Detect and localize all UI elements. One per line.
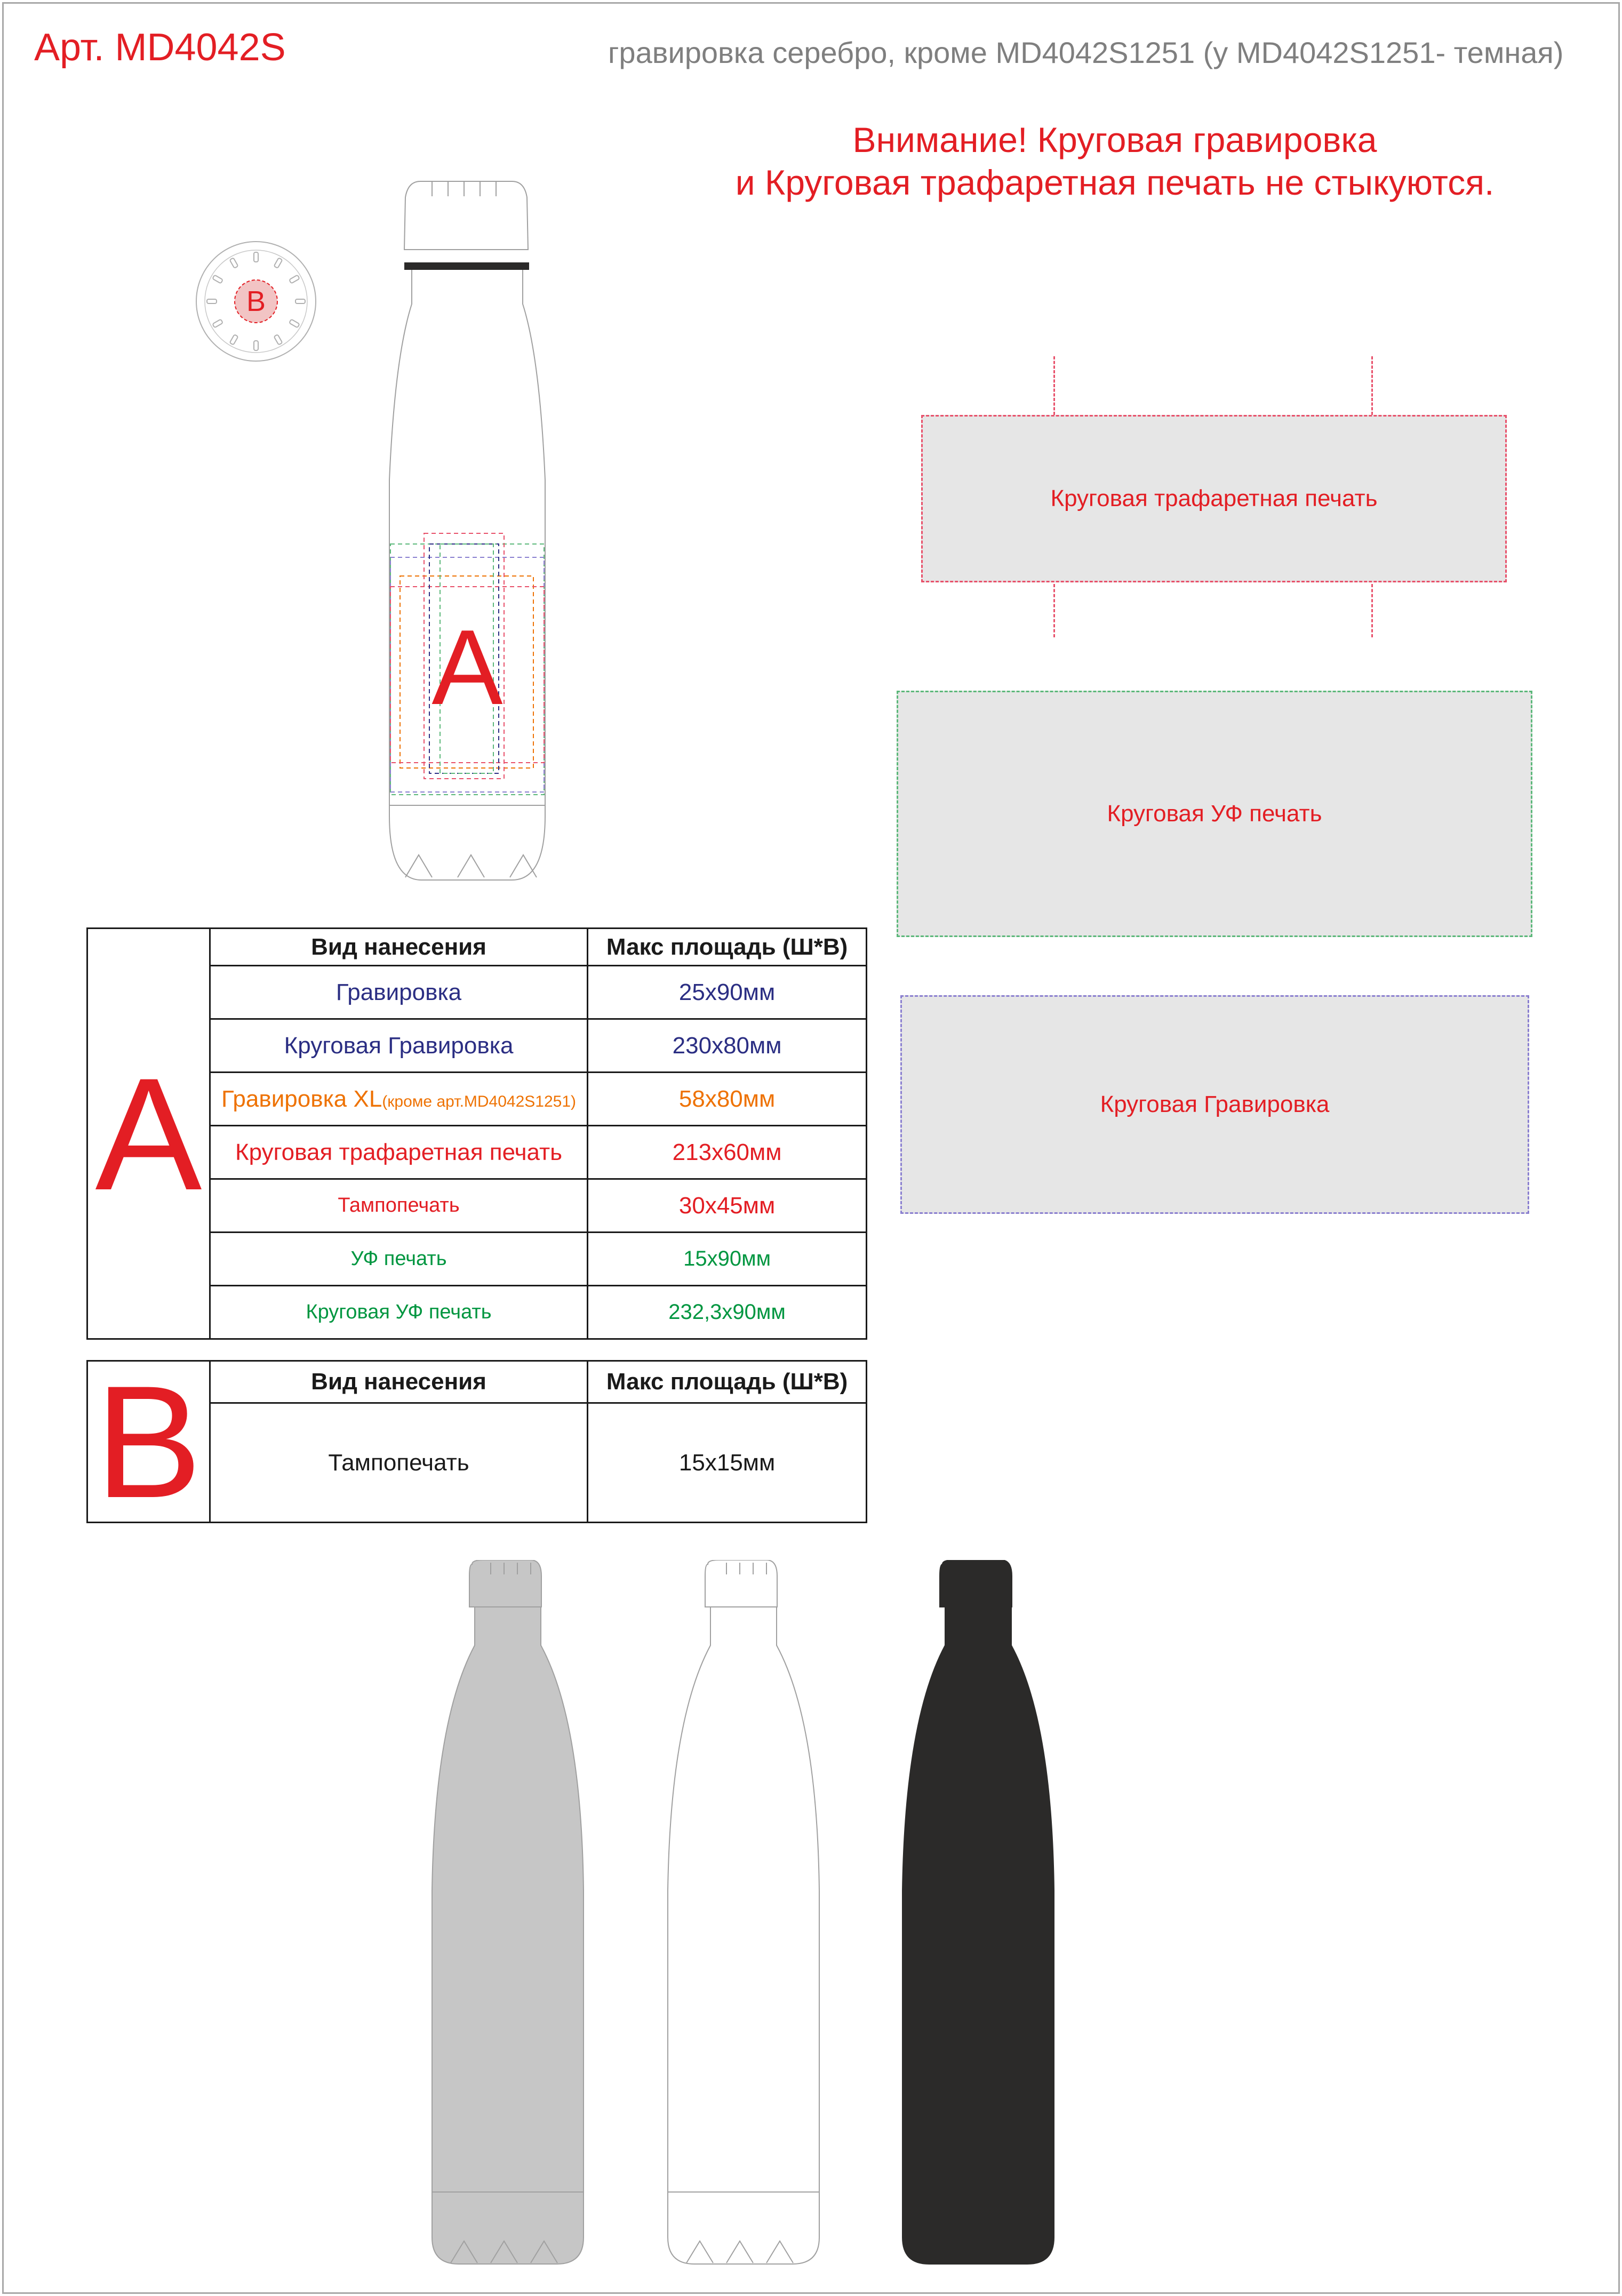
area-cell: 232,3x90мм [588,1286,867,1339]
panel-circular-engraving [900,995,1529,1214]
panel-label: Круговая трафаретная печать [1050,485,1378,511]
method-cell [210,1073,587,1126]
zone-letter: A [95,1044,202,1223]
method-cell: Тампопечать [210,1403,587,1523]
area-cell: 15x15мм [588,1403,867,1523]
spec-table-b [86,1352,867,1531]
column-header-area: Макс площадь (Ш*В) [588,929,867,966]
column-header-method: Вид нанесения [210,1361,587,1403]
warning-line-1: Внимание! Круговая гравировка [852,120,1377,159]
method-cell: Круговая трафаретная печать [210,1126,587,1179]
tick-mark [1371,356,1373,415]
color-variants [421,1560,1115,2275]
spec-table-a [86,927,867,1340]
area-cell: 230x80мм [588,1019,867,1073]
panel-label: Круговая Гравировка [1100,1091,1330,1117]
cap-top-view [189,235,323,368]
column-header-area: Макс площадь (Ш*В) [588,1361,867,1403]
zone-letter-cell [87,929,210,1339]
area-cell: 30x45мм [588,1179,867,1233]
method-text: Гравировка XL [221,1085,382,1112]
area-cell: 15x90мм [588,1233,867,1286]
tick-mark [1053,356,1055,415]
tick-mark [1053,584,1055,637]
zone-a-marker: A [432,608,503,727]
method-note: (кроме арт.MD4042S1251) [382,1092,577,1110]
method-cell: УФ печать [210,1233,587,1286]
bottle-black [902,1560,1054,2264]
engraving-note: гравировка серебро, кроме MD4042S1251 (у MD4042S1251- темная) [608,36,1564,69]
method-cell: Тампопечать [210,1179,587,1233]
zone-letter: B [95,1352,202,1531]
method-cell: Гравировка [210,966,587,1019]
bottle-silver [432,1560,584,2264]
area-cell: 213x60мм [588,1126,867,1179]
warning-line-2: и Круговая трафаретная печать не стыкуются. [735,163,1495,202]
panel-label: Круговая УФ печать [1107,801,1322,827]
zone-letter-cell [87,1352,210,1531]
area-cell: 58x80мм [588,1073,867,1126]
method-cell: Круговая Гравировка [210,1019,587,1073]
panel-circular-uv-print [897,691,1532,937]
warning-text [661,118,1568,204]
zone-b-marker: B [246,285,266,317]
tick-mark [1371,584,1373,637]
area-cell: 25x90мм [588,966,867,1019]
method-cell: Круговая УФ печать [210,1286,587,1339]
article-title: Арт. MD4042S [34,26,286,69]
bottle-white [668,1560,819,2264]
column-header-method: Вид нанесения [210,929,587,966]
bottle-diagram [352,171,587,896]
panel-circular-screen-print [921,415,1507,582]
